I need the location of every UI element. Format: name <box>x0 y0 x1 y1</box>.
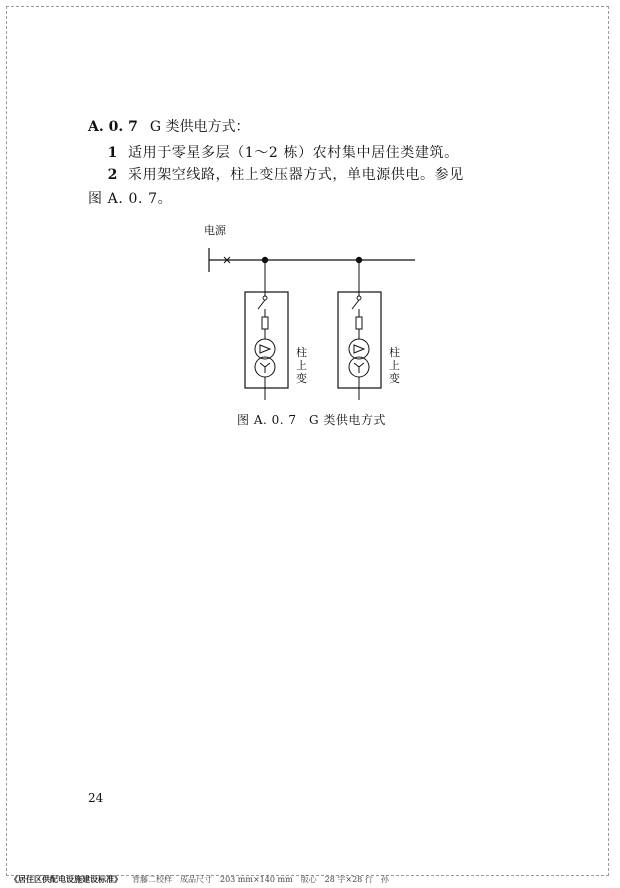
transformer-label: 柱 上 变 <box>296 346 307 385</box>
transformer-icon <box>349 339 369 377</box>
transformer-branch-2 <box>338 257 404 400</box>
section-number: A. 0. 7 <box>88 119 138 135</box>
power-supply-diagram <box>195 218 425 403</box>
source-label: 电源 <box>204 224 226 237</box>
switch-icon <box>352 300 359 309</box>
transformer-icon <box>255 339 275 377</box>
switch-icon <box>258 300 265 309</box>
list-item <box>88 164 464 184</box>
page-number: 24 <box>88 791 104 805</box>
item-text: 采用架空线路，柱上变压器方式，单电源供电。参见 <box>128 167 464 183</box>
transformer-label: 柱 上 变 <box>389 346 400 385</box>
section-title: G 类供电方式： <box>149 119 250 135</box>
list-item <box>88 142 459 162</box>
print-footer <box>10 874 389 885</box>
fuse-icon <box>356 317 362 329</box>
item-number: 1 <box>107 145 118 161</box>
footer-title: 《居住区供配电设施建设标准》 <box>10 874 122 884</box>
item-number: 2 <box>107 167 118 183</box>
fuse-icon <box>262 317 268 329</box>
figure-caption: 图 A. 0. 7 G 类供电方式 <box>237 413 386 427</box>
footer-info: 背藤二校样 成品尺寸 203 mm×140 mm 版心 28 字×28 行 孙 <box>132 875 389 884</box>
section-heading <box>88 116 249 136</box>
item-text: 适用于零星多层（1～2 栋）农村集中居住类建筑。 <box>128 145 459 161</box>
page-border <box>6 6 609 876</box>
transformer-branch-1 <box>245 257 311 400</box>
item-text-continuation: 图 A. 0. 7。 <box>88 191 173 207</box>
